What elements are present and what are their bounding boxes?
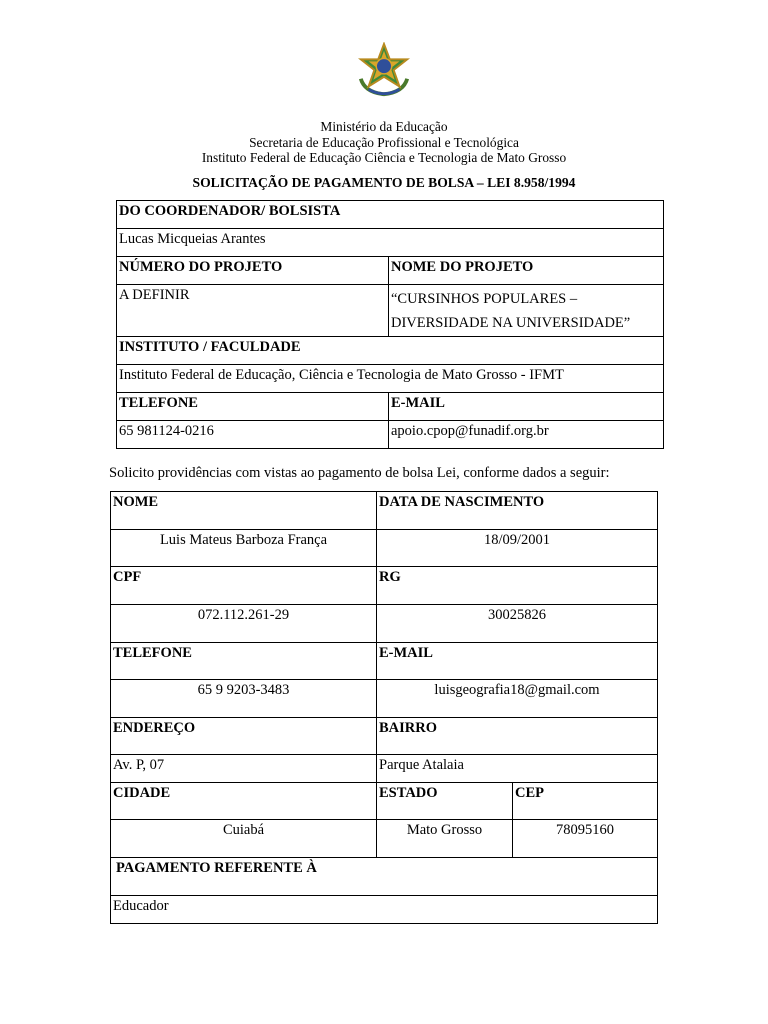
address-value: Av. P, 07 [111,755,377,783]
birth-date-label: DATA DE NASCIMENTO [377,492,658,530]
project-name-line-1: “CURSINHOS POPULARES – [391,291,578,307]
coordinator-name: Lucas Micqueias Arantes [117,229,664,257]
beneficiary-email-label: E-MAIL [377,643,658,680]
beneficiary-table [110,491,658,924]
cpf-value: 072.112.261-29 [111,605,377,643]
emblem-svg [355,42,413,100]
beneficiary-name-label: NOME [111,492,377,530]
institution-header [0,119,768,166]
request-intro-text: Solicito providências com vistas ao pagamento de bolsa Lei, conforme dados a seguir: [109,465,610,481]
coordinator-phone-label: TELEFONE [117,393,389,421]
header-line-ministry: Ministério da Educação [320,119,448,134]
payment-value: Educador [111,896,658,924]
state-label: ESTADO [377,783,513,820]
project-number-label: NÚMERO DO PROJETO [117,257,389,285]
project-name-line-2: DIVERSIDADE NA UNIVERSIDADE” [391,315,631,331]
institute-value: Instituto Federal de Educação, Ciência e Tecnologia de Mato Grosso - IFMT [117,365,664,393]
cep-value: 78095160 [513,820,658,858]
cpf-label: CPF [111,567,377,605]
project-name-value [389,285,664,337]
institute-label: INSTITUTO / FACULDADE [117,337,664,365]
beneficiary-phone-value: 65 9 9203-3483 [111,680,377,718]
emblem-disc [376,58,391,73]
coordinator-table [116,200,664,449]
district-label: BAIRRO [377,718,658,755]
payment-label: PAGAMENTO REFERENTE À [111,858,658,896]
city-label: CIDADE [111,783,377,820]
coordinator-email-label: E-MAIL [389,393,664,421]
state-value: Mato Grosso [377,820,513,858]
cep-label: CEP [513,783,658,820]
beneficiary-email-value: luisgeografia18@gmail.com [377,680,658,718]
header-line-institute: Instituto Federal de Educação Ciência e Tecnologia de Mato Grosso [201,150,567,165]
beneficiary-phone-label: TELEFONE [111,643,377,680]
rg-label: RG [377,567,658,605]
coordinator-email-value: apoio.cpop@funadif.org.br [389,421,664,449]
beneficiary-name-value: Luis Mateus Barboza França [111,530,377,567]
city-value: Cuiabá [111,820,377,858]
project-number-value: A DEFINIR [117,285,389,337]
emblem-band [369,89,400,93]
document-title: SOLICITAÇÃO DE PAGAMENTO DE BOLSA – LEI 8.958/1994 [192,175,576,190]
coordinator-phone-value: 65 981124-0216 [117,421,389,449]
header-line-secretariat: Secretaria de Educação Profissional e Tecnológica [249,134,519,150]
project-name-label: NOME DO PROJETO [389,257,664,285]
birth-date-value: 18/09/2001 [377,530,658,567]
address-label: ENDEREÇO [111,718,377,755]
brazil-coat-of-arms-icon [355,42,413,100]
rg-value: 30025826 [377,605,658,643]
coordinator-section-label: DO COORDENADOR/ BOLSISTA [117,201,664,229]
district-value: Parque Atalaia [377,755,658,783]
